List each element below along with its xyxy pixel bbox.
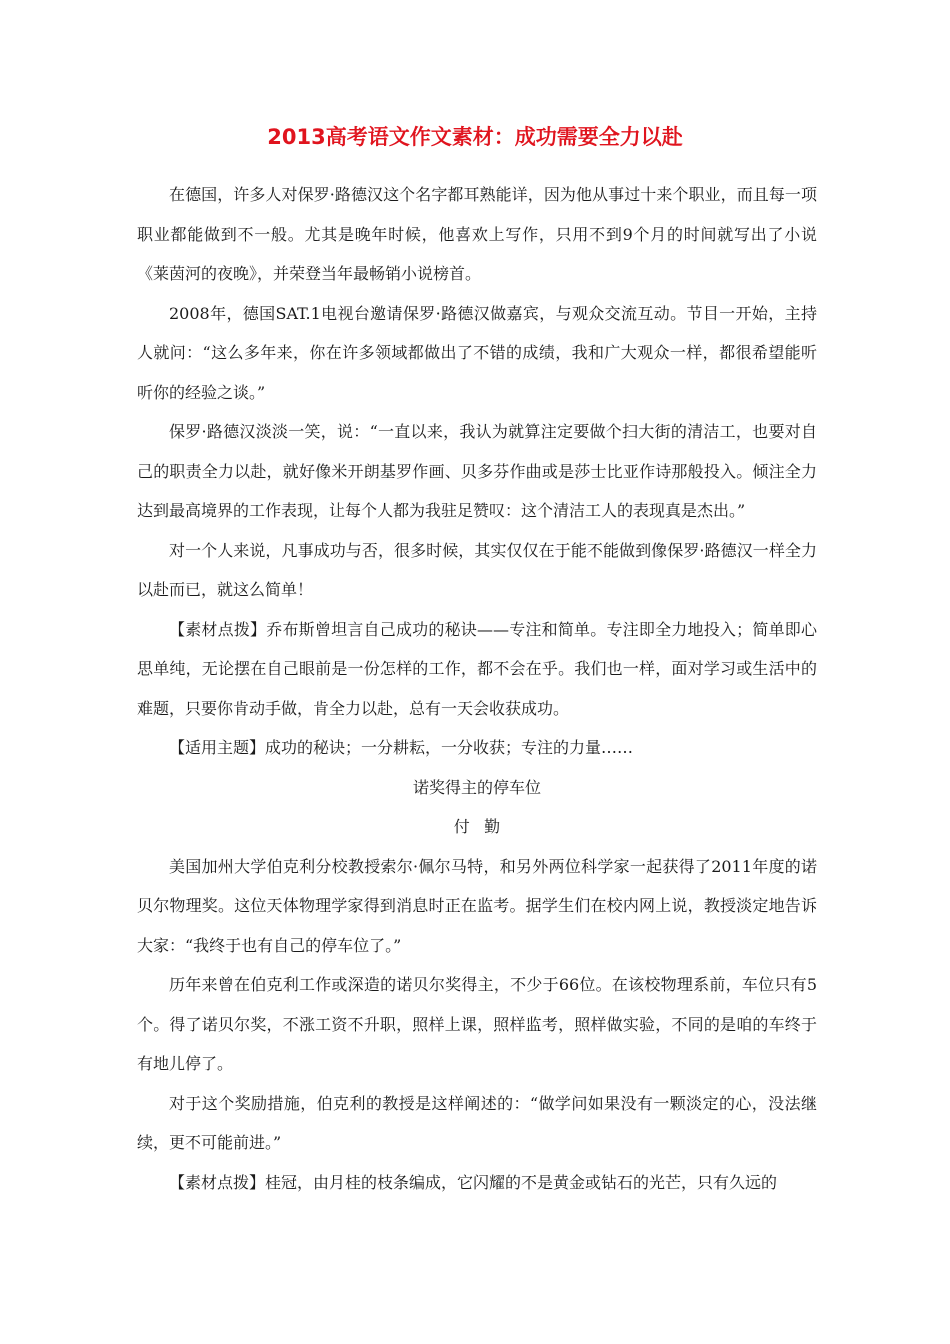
paragraph: 美国加州大学伯克利分校教授索尔·佩尔马特，和另外两位科学家一起获得了2011年度的诺贝尔物理奖。这位天体物理学家得到消息时正在监考。据学生们在校内网上说，教授淡定地告诉大家：“我终于也有自己的停车位了。” [137, 856, 817, 955]
section-author: 付勤 [453, 817, 515, 836]
paragraph: 对于这个奖励措施，伯克利的教授是这样阐述的：“做学问如果没有一颗淡定的心，没法继续，更不可能前进。” [137, 1093, 817, 1152]
paragraph: 历年来曾在伯克利工作或深造的诺贝尔奖得主，不少于66位。在该校物理系前，车位只有5个。得了诺贝尔奖，不涨工资不升职，照样上课，照样监考，照样做实验，不同的是咱的车终于有地儿停了。 [137, 975, 817, 1073]
document-title: 2013高考语文作文素材：成功需要全力以赴 [267, 125, 683, 149]
material-note-paragraph: 【素材点拨】桂冠，由月桂的枝条编成，它闪耀的不是黄金或钻石的光芒，只有久远的 [169, 1172, 778, 1192]
paragraph: 保罗·路德汉淡淡一笑，说：“一直以来，我认为就算注定要做个扫大街的清洁工，也要对自己的职责全力以赴，就好像米开朗基罗作画、贝多芬作曲或是莎士比亚作诗那般投入。倾注全力达到最高境界的工作表现，让每个人都为我驻足赞叹：这个清洁工人的表现真是杰出。” [137, 422, 817, 520]
paragraph: 在德国，许多人对保罗·路德汉这个名字都耳熟能详，因为他从事过十来个职业，而且每一项职业都能做到不一般。尤其是晚年时候，他喜欢上写作，只用不到9个月的时间就写出了小说《莱茵河的夜晚》，并荣登当年最畅销小说榜首。 [137, 185, 817, 283]
section-title: 诺奖得主的停车位 [412, 777, 541, 797]
document-body [137, 175, 817, 1202]
paragraph: 对一个人来说，凡事成功与否，很多时候，其实仅仅在于能不能做到像保罗·路德汉一样全力以赴而已，就这么简单！ [137, 540, 817, 599]
applicable-theme-paragraph: 【适用主题】成功的秘诀；一分耕耘，一分收获；专注的力量…… [169, 738, 634, 757]
material-note-paragraph: 【素材点拨】乔布斯曾坦言自己成功的秘诀——专注和简单。专注即全力地投入；简单即心思单纯，无论摆在自己眼前是一份怎样的工作，都不会在乎。我们也一样，面对学习或生活中的难题，只要你肯动手做，肯全力以赴，总有一天会收获成功。 [137, 619, 817, 718]
paragraph: 2008年，德国SAT.1电视台邀请保罗·路德汉做嘉宾，与观众交流互动。节目一开始，主持人就问：“这么多年来，你在许多领域都做出了不错的成绩，我和广大观众一样，都很希望能听听你的经验之谈。” [137, 303, 817, 402]
